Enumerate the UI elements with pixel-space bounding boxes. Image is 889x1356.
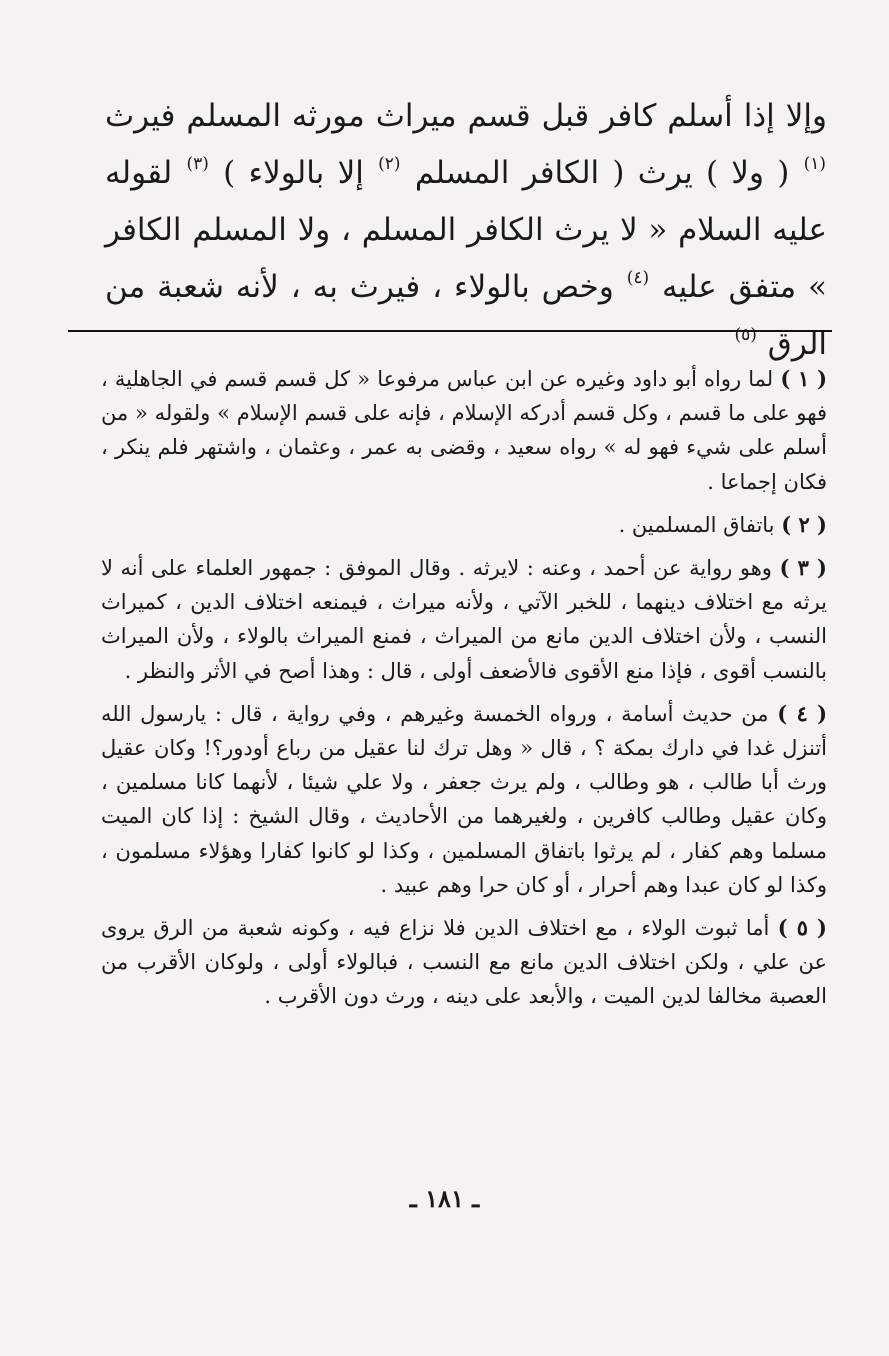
footnote-number: ( ٤ )	[777, 700, 828, 726]
footnote-2	[101, 508, 827, 542]
footnote-divider	[68, 330, 832, 332]
footnote-text: لما رواه أبو داود وغيره عن ابن عباس مرفوعا « كل قسم قسم في الجاهلية ، فهو على ما قسم ، وكل قسم أدركه الإسلام ، فإنه على قسم الإسلام » ولقوله « من أسلم على شيء فهو له » رواه سعيد ، وقضى به عمر ، وعثمان ، واشتهر فلم ينكر ، فكان إجماعا .	[101, 367, 827, 494]
footnote-5	[101, 911, 827, 1014]
main-segment-4: لقوله عليه السلام « لا يرث الكافر المسلم ، ولا المسلم الكافر » متفق عليه	[105, 155, 828, 305]
footnote-3	[101, 551, 827, 688]
footnote-4	[101, 697, 827, 902]
main-segment-1: وإلا إذا أسلم كافر قبل قسم ميراث مورثه المسلم فيرث	[105, 98, 827, 134]
main-segment-5: وخص بالولاء ، فيرث به ، لأنه شعبة من الرق	[105, 269, 827, 362]
footnote-ref-2[interactable]: (٢)	[378, 154, 401, 174]
main-segment-3: إلا بالولاء )	[223, 155, 364, 191]
footnote-ref-3[interactable]: (٣)	[186, 154, 209, 174]
footnote-1	[101, 362, 827, 499]
footnotes-section	[101, 362, 827, 1023]
footnote-ref-5[interactable]: (٥)	[734, 325, 757, 345]
footnote-ref-1[interactable]: (١)	[803, 154, 826, 174]
footnote-text: باتفاق المسلمين .	[618, 512, 775, 537]
footnote-number: ( ٢ )	[781, 511, 827, 537]
footnote-text: أما ثبوت الولاء ، مع اختلاف الدين فلا نزاع فيه ، وكونه شعبة من الرق يروى عن علي ، ولكن اختلاف الدين مانع مع النسب ، فبالولاء أولى ، ولوكان الأقرب من العصبة مخالفا لدين الميت ، والأبعد على دينه ، ورث دون الأقرب .	[101, 916, 827, 1009]
footnote-ref-4[interactable]: (٤)	[626, 268, 650, 288]
footnote-text: من حديث أسامة ، ورواه الخمسة وغيرهم ، وفي رواية ، قال : يارسول الله أتنزل غدا في دارك بمكة ؟ ، قال « وهل ترك لنا عقيل من رباع أودور؟! وكان عقيل ورث أبا طالب ، هو وطالب ، ولم يرث جعفر ، ولا علي شيئا ، لأنهما كانا مسلمين ، وكان عقيل وطالب كافرين ، ولغيرهما من الأحاديث ، وقال الشيخ : إذا كان الميت مسلما وهم كفار ، لم يرثوا باتفاق المسلمين ، وكذا لو كانوا كفارا وهؤلاء مسلمون ، وكذا لو كان عبدا وهم أحرار ، أو كان حرا وهم عبيد .	[101, 701, 827, 897]
page-number: ـ ١٨١ ـ	[409, 1184, 480, 1213]
footnote-number: ( ٥ )	[777, 915, 827, 941]
main-segment-2: ( ولا ) يرث ( الكافر المسلم	[414, 155, 790, 191]
footnote-number: ( ١ )	[780, 366, 828, 391]
footnote-text: وهو رواية عن أحمد ، وعنه : لايرثه . وقال الموفق : جمهور العلماء على أنه لا يرثه مع اختلاف دينهما ، للخبر الآتي ، ولأنه ميراث ، فيمنعه اختلاف الدين ، كميراث النسب ، ولأن اختلاف الدين مانع من الميراث ، فمنع الميراث بالولاء ، ولأن الميراث بالنسب أقوى ، فإذا منع الأقوى فالأضعف أولى ، قال : وهذا أصح في الأثر والنظر .	[101, 556, 827, 683]
footnote-number: ( ٣ )	[779, 555, 827, 581]
